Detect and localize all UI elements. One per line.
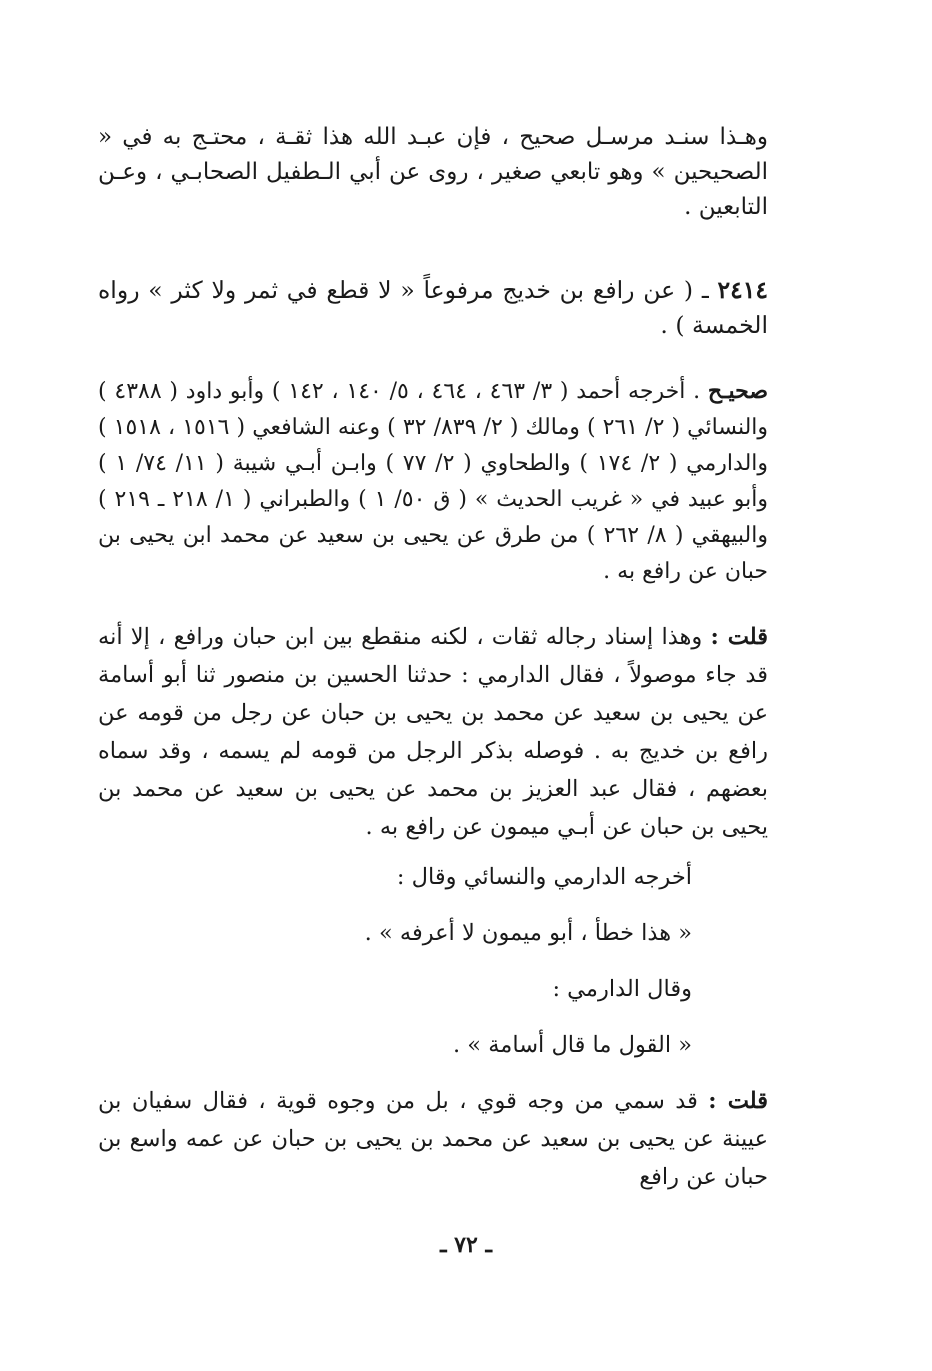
hadith-number: ٢٤١٤: [717, 276, 768, 304]
quote-line-2: « هذا خطأ ، أبو ميمون لا أعرفه » .: [364, 920, 692, 946]
comment-text-2: قد سمي من وجه قوي ، بل من وجوه قوية ، فقال سفيان بن عيينة عن يحيى بن سعيد عن محمد بن يحيى بن حبان عن عمه واسع بن حبان عن رافع: [98, 1088, 768, 1190]
page-number: ـ ٧٢ ـ: [440, 1232, 492, 1258]
quote-line-4: « القول ما قال أسامة » .: [453, 1032, 692, 1058]
grading-label: صحيـح: [707, 378, 769, 404]
paragraph-takhrij: [98, 373, 768, 590]
paragraph-mursal-note: وهـذا سنـد مرسـل صحيح ، فإن عبـد الله هذا ثقـة ، محتـج به في « الصحيحين » وهو تابعي صغير ، روى عن أبي الـطفيل الصحابـي ، وعـن التابعين .: [98, 124, 768, 220]
quote-line-3: وقال الدارمي :: [552, 976, 692, 1002]
paragraph-comment-1: [98, 618, 768, 846]
paragraph-comment-2: [98, 1082, 768, 1196]
comment-lead-2: قلت :: [708, 1088, 768, 1114]
quote-line-1: أخرجه الدارمي والنسائي وقال :: [396, 864, 692, 890]
comment-text: وهذا إسناد رجاله ثقات ، لكنه منقطع بين ابن حبان ورافع ، إلا أنه قد جاء موصولاً ، فقال الدارمي : حدثنا الحسين بن منصور ثنا أبو أسامة عن يحيى بن سعيد عن محمد بن يحيى بن حبان عن رجل من قومه عن رافع بن خديج به . فوصله بذكر الرجل من قومه لم يسمه ، وقد سماه بعضهم ، فقال عبد العزيز بن محمد عن يحيى بن سعيد عن محمد بن يحيى بن حبان عن أبـي ميمون عن رافع به .: [98, 624, 768, 840]
comment-lead: قلت :: [710, 624, 769, 650]
page-body: [98, 120, 768, 1196]
hadith-text: ـ ( عن رافع بن خديج مرفوعاً « لا قطع في ثمر ولا كثر » رواه الخمسة ) .: [98, 276, 768, 339]
hadith-2414: [98, 273, 768, 343]
takhrij-text: . أخرجه أحمد ( ٣/ ٤٦٣ ، ٤٦٤ ، ٥/ ١٤٠ ، ١٤٢ ) وأبو داود ( ٤٣٨٨ ) والنسائي ( ٢/ ٢٦١ ) ومالك ( ٢/ ٨٣٩/ ٣٢ ) وعنه الشافعي ( ١٥١٦ ، ١٥١٨ ) والدارمي ( ٢/ ١٧٤ ) والطحاوي ( ٢/ ٧٧ ) وابـن أبـي شيبة ( ١١/ ٧٤/ ١ ) وأبو عبيد في « غريب الحديث » ( ق ٥٠/ ١ ) والطبراني ( ١/ ٢١٨ ـ ٢١٩ ) والبيهقي ( ٨/ ٢٦٢ ) من طرق عن يحيى بن سعيد عن محمد ابن يحيى بن حبان عن رافع به .: [98, 379, 769, 584]
